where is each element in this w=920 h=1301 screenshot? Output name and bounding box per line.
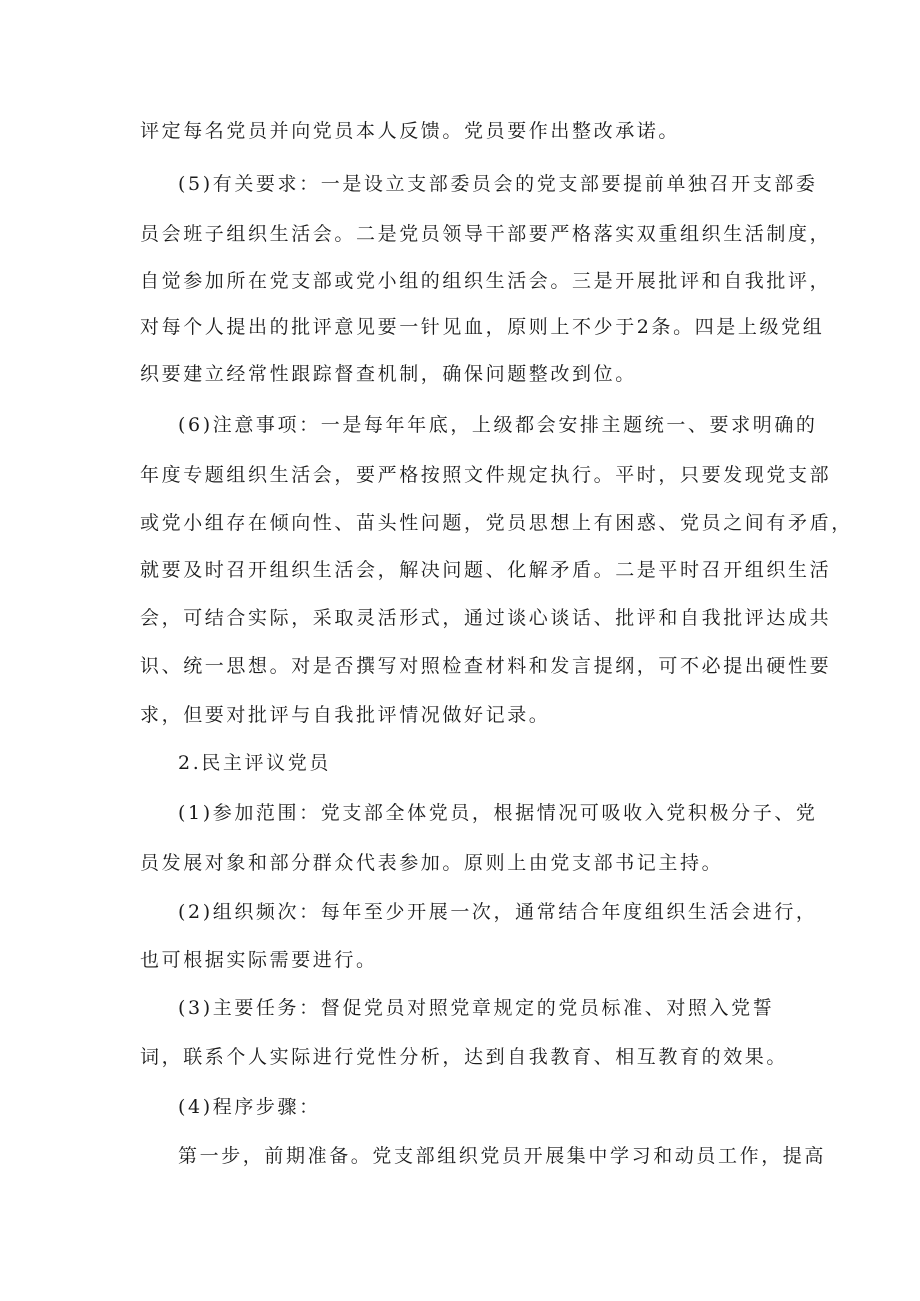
- paragraph-line: 织要建立经常性跟踪督查机制，确保问题整改到位。: [140, 363, 637, 385]
- paragraph-line: (4)程序步骤：: [178, 1096, 321, 1118]
- paragraph-line: 员会班子组织生活会。二是党员领导干部要严格落实双重组织生活制度，: [140, 223, 832, 245]
- paragraph-line: 或党小组存在倾向性、苗头性问题，党员思想上有困惑、党员之间有矛盾，: [140, 512, 853, 534]
- paragraph-line: 第一步，前期准备。党支部组织党员开展集中学习和动员工作，提高: [178, 1145, 827, 1167]
- paragraph-line: 词，联系个人实际进行党性分析，达到自我教育、相互教育的效果。: [140, 1046, 789, 1068]
- paragraph-line: 评定每名党员并向党员本人反馈。党员要作出整改承诺。: [140, 120, 681, 142]
- paragraph-line: (2)组织频次：每年至少开展一次，通常结合年度组织生活会进行，: [178, 901, 818, 923]
- paragraph-line: (1)参加范围：党支部全体党员，根据情况可吸收入党积极分子、党: [178, 802, 818, 824]
- paragraph-line: 员发展对象和部分群众代表参加。原则上由党支部书记主持。: [140, 852, 724, 874]
- paragraph-line: 也可根据实际需要进行。: [140, 949, 378, 971]
- paragraph-line: 会，可结合实际，采取灵活形式，通过谈心谈话、批评和自我批评达成共: [140, 607, 832, 629]
- paragraph-line: 识、统一思想。对是否撰写对照检查材料和发言提纲，可不必提出硬性要: [140, 655, 832, 677]
- paragraph-line: 就要及时召开组织生活会，解决问题、化解矛盾。二是平时召开组织生活: [140, 559, 832, 581]
- paragraph-line: 自觉参加所在党支部或党小组的组织生活会。三是开展批评和自我批评，: [140, 270, 832, 292]
- paragraph-line: 对每个人提出的批评意见要一针见血，原则上不少于2条。四是上级党组: [140, 316, 825, 338]
- paragraph-line: (3)主要任务：督促党员对照党章规定的党员标准、对照入党誓: [178, 997, 775, 1019]
- paragraph-line: (5)有关要求：一是设立支部委员会的党支部要提前单独召开支部委: [178, 173, 818, 195]
- paragraph-line: (6)注意事项：一是每年年底，上级都会安排主题统一、要求明确的: [178, 414, 818, 436]
- section-heading: 2.民主评议党员: [178, 752, 331, 774]
- paragraph-line: 年度专题组织生活会，要严格按照文件规定执行。平时，只要发现党支部: [140, 464, 832, 486]
- paragraph-line: 求，但要对批评与自我批评情况做好记录。: [140, 704, 551, 726]
